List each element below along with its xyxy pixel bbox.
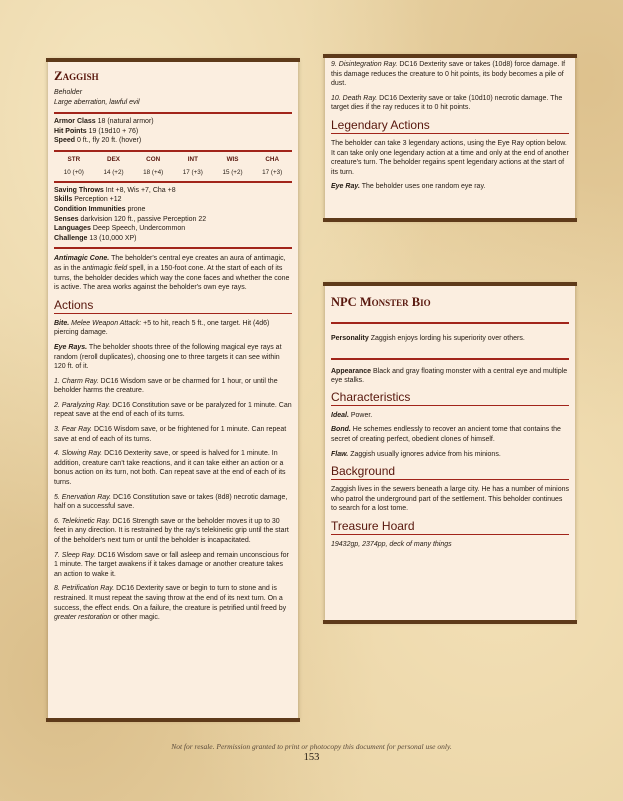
ability-str: STR 10 (+0) [63,155,84,176]
divider [331,358,569,360]
treasure-hoard-heading: Treasure Hoard [331,519,569,535]
bio-bond: Bond. He schemes endlessly to recover an ancient tome that contains the secret of creating perfect, obedient clones of himself. [331,426,561,443]
senses: Senses darkvision 120 ft., passive Perception 22 [54,215,207,223]
legendary-actions-heading: Legendary Actions [331,118,569,134]
eye-ray-4: 4. Slowing Ray. DC16 Dexterity save, or speed is halved for 1 minute. In addition, creature can't take reactions, and it can take either an action or a bonus action on its turn, not both. Can repeat save at the end of each of its turns. [54,450,286,487]
monster-name: Zaggish [54,68,99,83]
divider [331,322,569,324]
stat-block [48,60,298,720]
eye-ray-2: 2. Paralyzing Ray. DC16 Constitution save or be paralyzed for 1 minute. Can repeat save at the end of each of its turns. [54,401,292,419]
challenge: Challenge 13 (10,000 XP) [54,234,137,242]
bio-personality: Personality Zaggish enjoys lording his superiority over others. [331,335,525,342]
divider [54,247,292,249]
skills: Skills Perception +12 [54,196,122,204]
ability-con: CON 18 (+4) [143,155,164,176]
page-number: 153 [303,752,320,763]
legendary-eye-ray: Eye Ray. The beholder uses one random eye ray. [331,183,486,191]
actions-heading: Actions [54,298,292,314]
npc-bio-block [325,284,575,622]
bio-appearance: Appearance Black and gray floating monster with a central eye and multiple eye stalks. [331,367,568,385]
divider [54,181,292,183]
condition-immunities: Condition Immunities prone [54,205,146,213]
trait-antimagic-cone: Antimagic Cone. The beholder's central eye creates an aura of antimagic, as in the antimagic field spell, in a 150-foot cone. At the start of each of its turns, the beholder decides which way the cone faces and whether the cone is active. The area works against the beholder's own eye rays. [54,255,290,292]
bio-treasure: 19432gp, 2374pp, deck of many things [331,540,452,548]
action-eye-rays: Eye Rays. The beholder shoots three of the following magical eye rays at random (reroll duplicates), choosing one to three targets it can see within 120 ft. of it. [54,343,282,371]
eye-ray-6: 6. Telekinetic Ray. DC16 Strength save or the beholder moves it up to 30 feet in any direction. It is restrained by the ray's telekinetic grip until the start of the beholder's next turn or until the beholder is incapacitated. [54,517,289,544]
bio-title: NPC Monster Bio [331,295,431,309]
ability-dex: DEX 14 (+2) [103,155,124,176]
footer-notice: Not for resale. Permission granted to print or photocopy this document for personal use only. [171,742,452,751]
background-heading: Background [331,464,569,480]
languages: Languages Deep Speech, Undercommon [54,225,186,233]
bio-background: Zaggish lives in the sewers beneath a large city. He has a number of minions who patrol the underground part of the settlement. This beholder continues to search for a lost tome. [331,486,569,513]
characteristics-heading: Characteristics [331,390,569,406]
speed: Speed 0 ft., fly 20 ft. (hover) [54,137,142,145]
ability-cha: CHA 17 (+3) [262,155,283,176]
ability-int: INT 17 (+3) [182,155,203,176]
armor-class: Armor Class 18 (natural armor) [54,118,154,125]
eye-ray-9: 9. Disintegration Ray. DC16 Dexterity save or takes (10d8) force damage. If this damage reduces the creature to 0 hit points, its body becomes a pile of dust. [331,61,566,88]
divider [54,150,292,152]
eye-ray-3: 3. Fear Ray. DC16 Wisdom save, or be frightened for 1 minute. Can repeat save at end of each of its turns. [54,426,287,443]
eye-ray-10: 10. Death Ray. DC16 Dexterity save or take (10d10) necrotic damage. The target dies if the ray reduces it to 0 hit points. [331,94,563,112]
eye-ray-5: 5. Enervation Ray. DC16 Constitution save or takes (8d8) necrotic damage, half on a successful save. [54,493,288,511]
ability-wis: WIS 15 (+2) [222,155,243,176]
eye-ray-8: 8. Petrification Ray. DC16 Dexterity save or begin to turn to stone and is restrained. It must repeat the saving throw at the end of its next turn. On a success, the effect ends. On a failure, the creature is petrified until freed by greater restoration or other magic. [54,585,287,622]
monster-type: Beholder [54,89,83,96]
ability-scores [54,155,292,177]
legendary-actions-text: The beholder can take 3 legendary actions, using the Eye Ray option below. It can take only one legendary action at a time and only at the end of another creature's turn. The beholder regains spent legendary actions at the start of its turn. [331,139,569,176]
hit-points: Hit Points 19 (19d10 + 76) [54,127,139,135]
eye-ray-7: 7. Sleep Ray. DC16 Wisdom save or fall asleep and remain unconscious for 1 minute. The target awakens if it takes damage or another creature takes an action to wake it. [54,551,289,578]
divider [54,112,292,114]
bio-flaw: Flaw. Zaggish usually ignores advice from his minions. [331,450,501,458]
action-bite: Bite. Melee Weapon Attack: +5 to hit, reach 5 ft., one target. Hit (4d6) piercing damage. [54,319,270,337]
monster-size-alignment: Large aberration, lawful evil [54,99,140,106]
eye-ray-1: 1. Charm Ray. DC16 Wisdom save or be charmed for 1 hour, or until the beholder harms the creature. [54,377,278,395]
saving-throws: Saving Throws Int +8, Wis +7, Cha +8 [54,186,176,194]
stat-block-continued [325,56,575,220]
bio-ideal: Ideal. Power. [331,411,373,419]
